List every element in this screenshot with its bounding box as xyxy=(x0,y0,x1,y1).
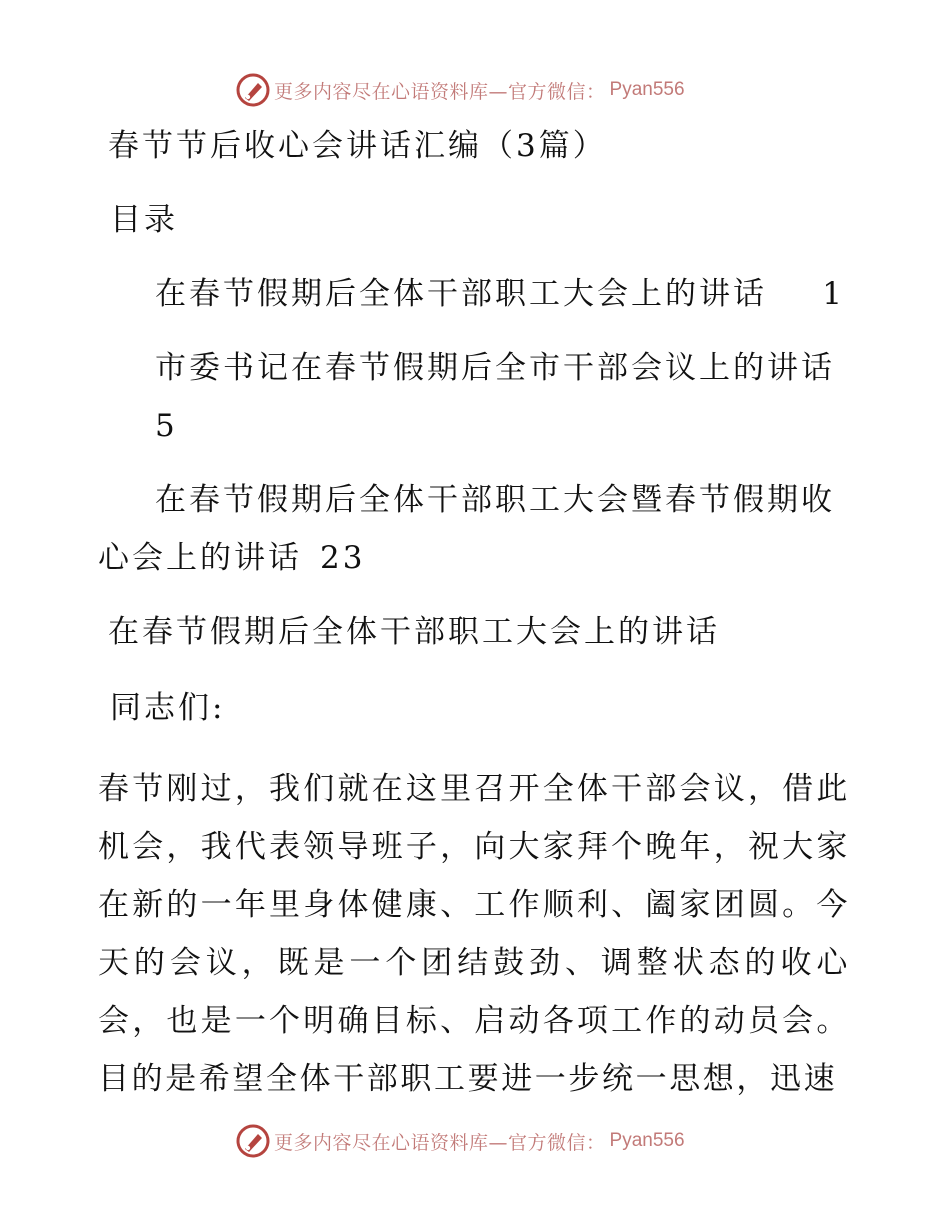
watermark-text: 更多内容尽在心语资料库—官方微信： xyxy=(274,80,606,103)
document-title: 春节节后收心会讲话汇编（3篇） xyxy=(108,128,607,164)
watermark-text: 更多内容尽在心语资料库—官方微信： xyxy=(274,1131,606,1154)
toc-item xyxy=(155,480,845,520)
watermark-account: Pyan556 xyxy=(609,79,685,100)
toc-item xyxy=(155,348,845,388)
body-paragraph: 春节刚过，我们就在这里召开全体干部会议，借此机会，我代表领导班子，向大家拜个晚年，祝大家在新的一年里身体健康、工作顺利、阖家团圆。今天的会议，既是一个团结鼓劲、调整状态的收心会，也是一个明确目标、启动各项工作的动员会。目的是希望全体干部职工要进一步统一思想，迅速 xyxy=(98,771,850,1097)
toc-item-page: 23 xyxy=(320,540,366,576)
salutation: 同志们: xyxy=(110,690,226,726)
toc-item-page: 1 xyxy=(822,276,845,312)
toc-item-title: 心会上的讲话 xyxy=(98,540,302,576)
toc-heading: 目录 xyxy=(110,202,178,238)
toc-item-continuation xyxy=(98,538,365,578)
watermark-header xyxy=(236,72,685,108)
pen-logo-icon xyxy=(236,1124,270,1158)
toc-item-title: 在春节假期后全体干部职工大会暨春节假期收 xyxy=(155,482,835,518)
toc-item xyxy=(155,274,845,314)
pen-logo-icon xyxy=(236,73,270,107)
toc-item-page: 5 xyxy=(155,408,178,444)
toc-item-title: 市委书记在春节假期后全市干部会议上的讲话 xyxy=(155,350,835,386)
watermark-account: Pyan556 xyxy=(609,1130,685,1151)
watermark-footer xyxy=(236,1123,685,1159)
toc-item-title: 在春节假期后全体干部职工大会上的讲话 xyxy=(155,276,767,312)
section-title: 在春节假期后全体干部职工大会上的讲话 xyxy=(108,614,720,650)
